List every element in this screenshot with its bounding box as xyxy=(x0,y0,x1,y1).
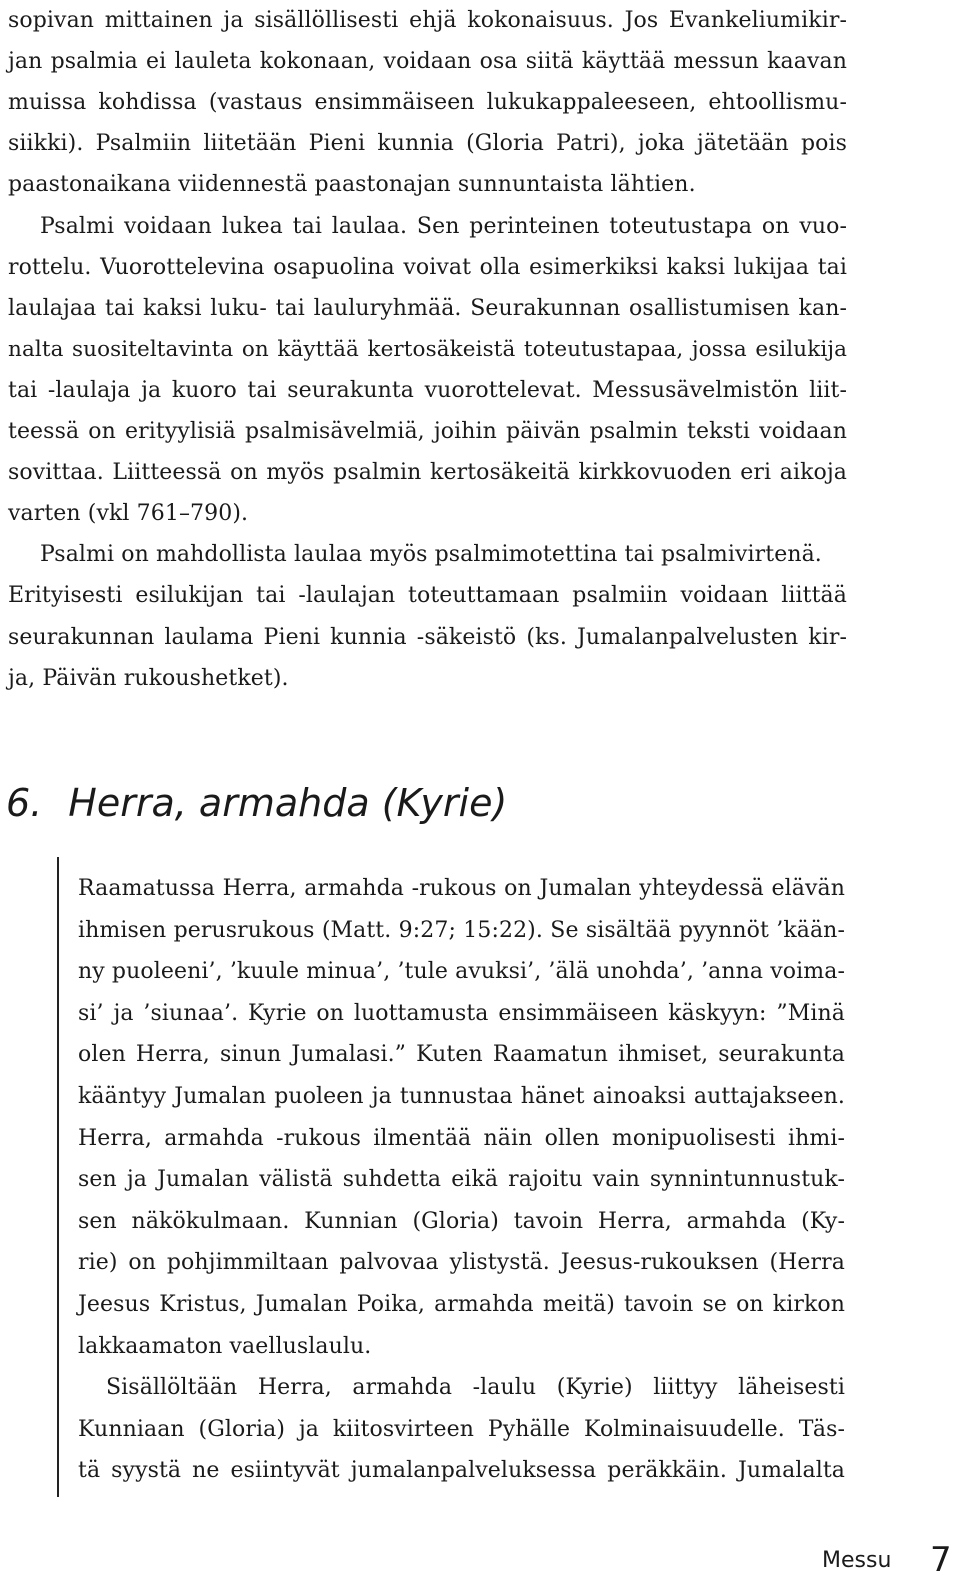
text-line: Psalmi on mahdollista laulaa myös psalmimotettina tai psalmivirtenä. xyxy=(40,542,822,568)
text-line: sopivan mittainen ja sisällöllisesti ehjä kokonaisuus. Jos Evankeliumikir- xyxy=(8,8,847,33)
text-line: Kunniaan (Gloria) ja kiitosvirteen Pyhälle Kolminaisuudelle. Täs- xyxy=(78,1416,845,1442)
text-line: siikki). Psalmiin liitetään Pieni kunnia (Gloria Patri), joka jätetään pois xyxy=(8,131,847,157)
text-line: sen näkökulmaan. Kunnian (Gloria) tavoin Herra, armahda (Ky- xyxy=(78,1208,845,1234)
text-line: Erityisesti esilukijan tai -laulajan toteuttamaan psalmiin voidaan liittää xyxy=(8,583,847,609)
text-line: jan psalmia ei lauleta kokonaan, voidaan osa siitä käyttää messun kaavan xyxy=(8,49,847,75)
section-side-rule xyxy=(57,857,59,1497)
text-line: sovittaa. Liitteessä on myös psalmin kertosäkeitä kirkkovuoden eri aikoja xyxy=(8,460,847,486)
text-line: laulajaa tai kaksi luku- tai lauluryhmää. Seurakunnan osallistumisen kan- xyxy=(8,295,847,321)
text-line: rie) on pohjimmiltaan palvovaa ylistystä. Jeesus-rukouksen (Herra xyxy=(78,1250,845,1276)
text-line: nalta suositeltavinta on käyttää kertosäkeistä toteutustapaa, jossa esilukija xyxy=(8,336,847,362)
text-line: teessä on erityylisiä psalmisävelmiä, joihin päivän psalmin teksti voidaan xyxy=(8,419,847,444)
text-line: lakkaamaton vaelluslaulu. xyxy=(78,1333,372,1359)
text-line: Sisällöltään Herra, armahda -laulu (Kyrie) liittyy läheisesti xyxy=(106,1375,845,1401)
text-line: Psalmi voidaan lukea tai laulaa. Sen perinteinen toteutustapa on vuo- xyxy=(40,213,847,239)
text-line: sen ja Jumalan välistä suhdetta eikä rajoitu vain synnintunnustuk- xyxy=(78,1167,845,1193)
section-heading xyxy=(6,775,507,831)
text-line: ny puoleeni’, ’kuule minua’, ’tule avuksi’, ’älä unohda’, ’anna voima- xyxy=(78,959,845,985)
text-line: Jeesus Kristus, Jumalan Poika, armahda meitä) tavoin se on kirkon xyxy=(78,1292,845,1317)
text-line: kääntyy Jumalan puoleen ja tunnustaa hänet ainoaksi auttajakseen. xyxy=(78,1084,845,1109)
text-line: Raamatussa Herra, armahda -rukous on Jumalan yhteydessä elävän xyxy=(78,876,845,901)
text-line: ihmisen perusrukous (Matt. 9:27; 15:22). Se sisältää pyynnöt ’kään- xyxy=(78,917,845,943)
text-line: muissa kohdissa (vastaus ensimmäiseen lukukappaleeseen, ehtoollismu- xyxy=(8,90,847,116)
text-line: si’ ja ’siunaa’. Kyrie on luottamusta ensimmäiseen käskyyn: ”Minä xyxy=(78,1000,845,1026)
text-line: ja, Päivän rukoushetket). xyxy=(8,665,289,691)
text-line: paastonaikana viidennestä paastonajan sunnuntaista lähtien. xyxy=(8,172,696,198)
text-line: tai -laulaja ja kuoro tai seurakunta vuorottelevat. Messusävelmistön liit- xyxy=(8,377,847,403)
text-line: olen Herra, sinun Jumalasi.” Kuten Raamatun ihmiset, seurakunta xyxy=(78,1042,845,1068)
section-title: Herra, armahda (Kyrie) xyxy=(68,781,508,825)
text-line: rottelu. Vuorottelevina osapuolina voivat olla esimerkiksi kaksi lukijaa tai xyxy=(8,254,847,280)
section-number: 6. xyxy=(6,781,43,825)
text-line: Herra, armahda -rukous ilmentää näin ollen monipuolisesti ihmi- xyxy=(78,1125,845,1151)
text-line: varten (vkl 761–790). xyxy=(8,501,249,527)
running-head: Messu xyxy=(822,1548,892,1573)
text-line: tä syystä ne esiintyvät jumalanpalveluksessa peräkkäin. Jumalalta xyxy=(78,1458,845,1484)
page-number: 7 xyxy=(930,1540,952,1580)
text-line: seurakunnan laulama Pieni kunnia -säkeistö (ks. Jumalanpalvelusten kir- xyxy=(8,624,847,650)
